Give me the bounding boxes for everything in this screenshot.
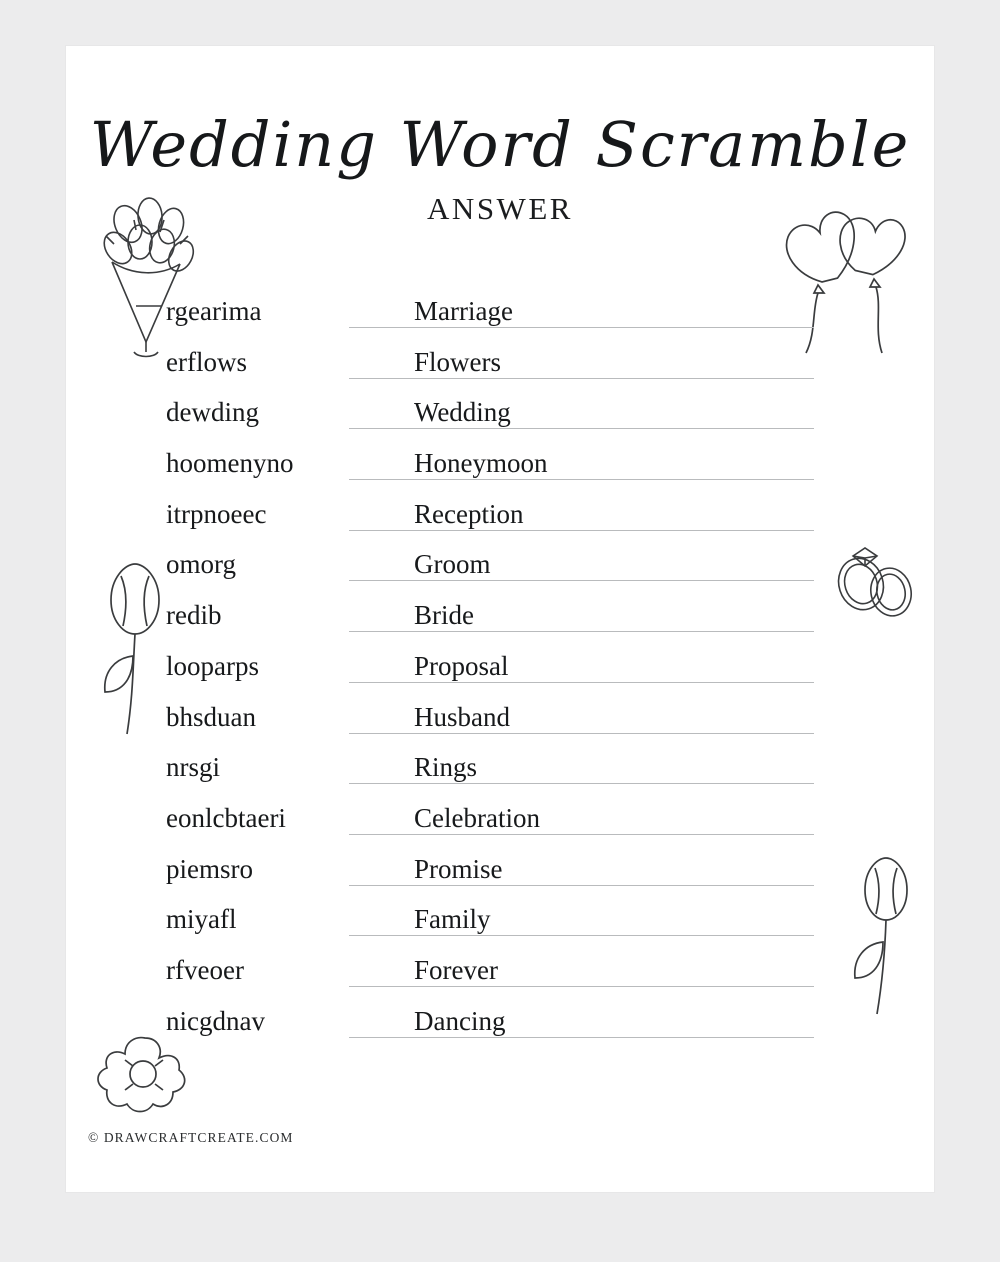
answer-field[interactable] xyxy=(349,392,814,432)
scramble-word: itrpnoeec xyxy=(166,498,267,529)
answer-rule xyxy=(349,378,814,379)
list-item xyxy=(66,747,934,798)
answer-word: Family xyxy=(414,904,491,935)
answer-rule xyxy=(349,733,814,734)
scramble-word: nrsgi xyxy=(166,752,220,783)
answer-rule xyxy=(349,530,814,531)
answer-word: Groom xyxy=(414,549,491,580)
answer-word: Rings xyxy=(414,752,478,783)
answer-field[interactable] xyxy=(349,697,814,737)
answer-field[interactable] xyxy=(349,798,814,838)
answer-field[interactable] xyxy=(349,899,814,939)
scramble-word: looparps xyxy=(166,650,259,681)
scramble-word: nicgdnav xyxy=(166,1005,265,1036)
answer-rule xyxy=(349,1037,814,1038)
scramble-word: hoomenyno xyxy=(166,448,294,479)
answer-rule xyxy=(349,986,814,987)
scramble-word: redib xyxy=(166,600,222,631)
copyright-footer: © DRAWCRAFTCREATE.COM xyxy=(88,1130,294,1145)
list-item xyxy=(66,950,934,1001)
list-item xyxy=(66,1001,934,1052)
answer-field[interactable] xyxy=(349,595,814,635)
answer-word: Wedding xyxy=(414,397,511,428)
answer-rule xyxy=(349,885,814,886)
answer-rule xyxy=(349,935,814,936)
answer-word: Dancing xyxy=(414,1005,506,1036)
answer-rule xyxy=(349,783,814,784)
answer-rule xyxy=(349,327,814,328)
answer-word: Forever xyxy=(414,954,498,985)
list-item xyxy=(66,443,934,494)
list-item xyxy=(66,544,934,595)
list-item xyxy=(66,849,934,900)
answer-field[interactable] xyxy=(349,950,814,990)
answer-word: Proposal xyxy=(414,650,509,681)
answer-field[interactable] xyxy=(349,291,814,331)
answer-word: Honeymoon xyxy=(414,448,548,479)
scramble-word: dewding xyxy=(166,397,259,428)
answer-rule xyxy=(349,580,814,581)
list-item xyxy=(66,494,934,545)
list-item xyxy=(66,595,934,646)
answer-word: Promise xyxy=(414,853,503,884)
list-item xyxy=(66,646,934,697)
answer-rule xyxy=(349,428,814,429)
page-subtitle: ANSWER xyxy=(427,191,573,226)
answer-word: Marriage xyxy=(414,296,513,326)
list-item xyxy=(66,291,934,342)
scramble-word: rfveoer xyxy=(166,954,244,985)
page-title: Wedding Word Scramble xyxy=(89,108,911,181)
answer-rule xyxy=(349,479,814,480)
scramble-word: erflows xyxy=(166,346,247,377)
answer-rule xyxy=(349,682,814,683)
answer-field[interactable] xyxy=(349,1001,814,1041)
answer-field[interactable] xyxy=(349,544,814,584)
list-item xyxy=(66,392,934,443)
answer-word: Reception xyxy=(414,498,524,529)
answer-word: Bride xyxy=(414,600,474,631)
scramble-word: piemsro xyxy=(166,853,253,884)
list-item xyxy=(66,342,934,393)
answer-field[interactable] xyxy=(349,849,814,889)
scramble-word: miyafl xyxy=(166,904,237,935)
answer-word: Flowers xyxy=(414,346,501,377)
answer-field[interactable] xyxy=(349,443,814,483)
list-item xyxy=(66,697,934,748)
answer-rule xyxy=(349,631,814,632)
printable-page xyxy=(66,46,934,1192)
answer-rule xyxy=(349,834,814,835)
answer-word: Celebration xyxy=(414,802,540,833)
scramble-word: rgearima xyxy=(166,296,262,326)
scramble-word: omorg xyxy=(166,549,237,580)
answer-word: Husband xyxy=(414,701,510,732)
scramble-word: bhsduan xyxy=(166,701,256,732)
scramble-word: eonlcbtaeri xyxy=(166,802,286,833)
list-item xyxy=(66,798,934,849)
answer-field[interactable] xyxy=(349,494,814,534)
answer-field[interactable] xyxy=(349,342,814,382)
list-item xyxy=(66,899,934,950)
answer-field[interactable] xyxy=(349,646,814,686)
word-scramble-list xyxy=(66,291,934,1051)
answer-field[interactable] xyxy=(349,747,814,787)
